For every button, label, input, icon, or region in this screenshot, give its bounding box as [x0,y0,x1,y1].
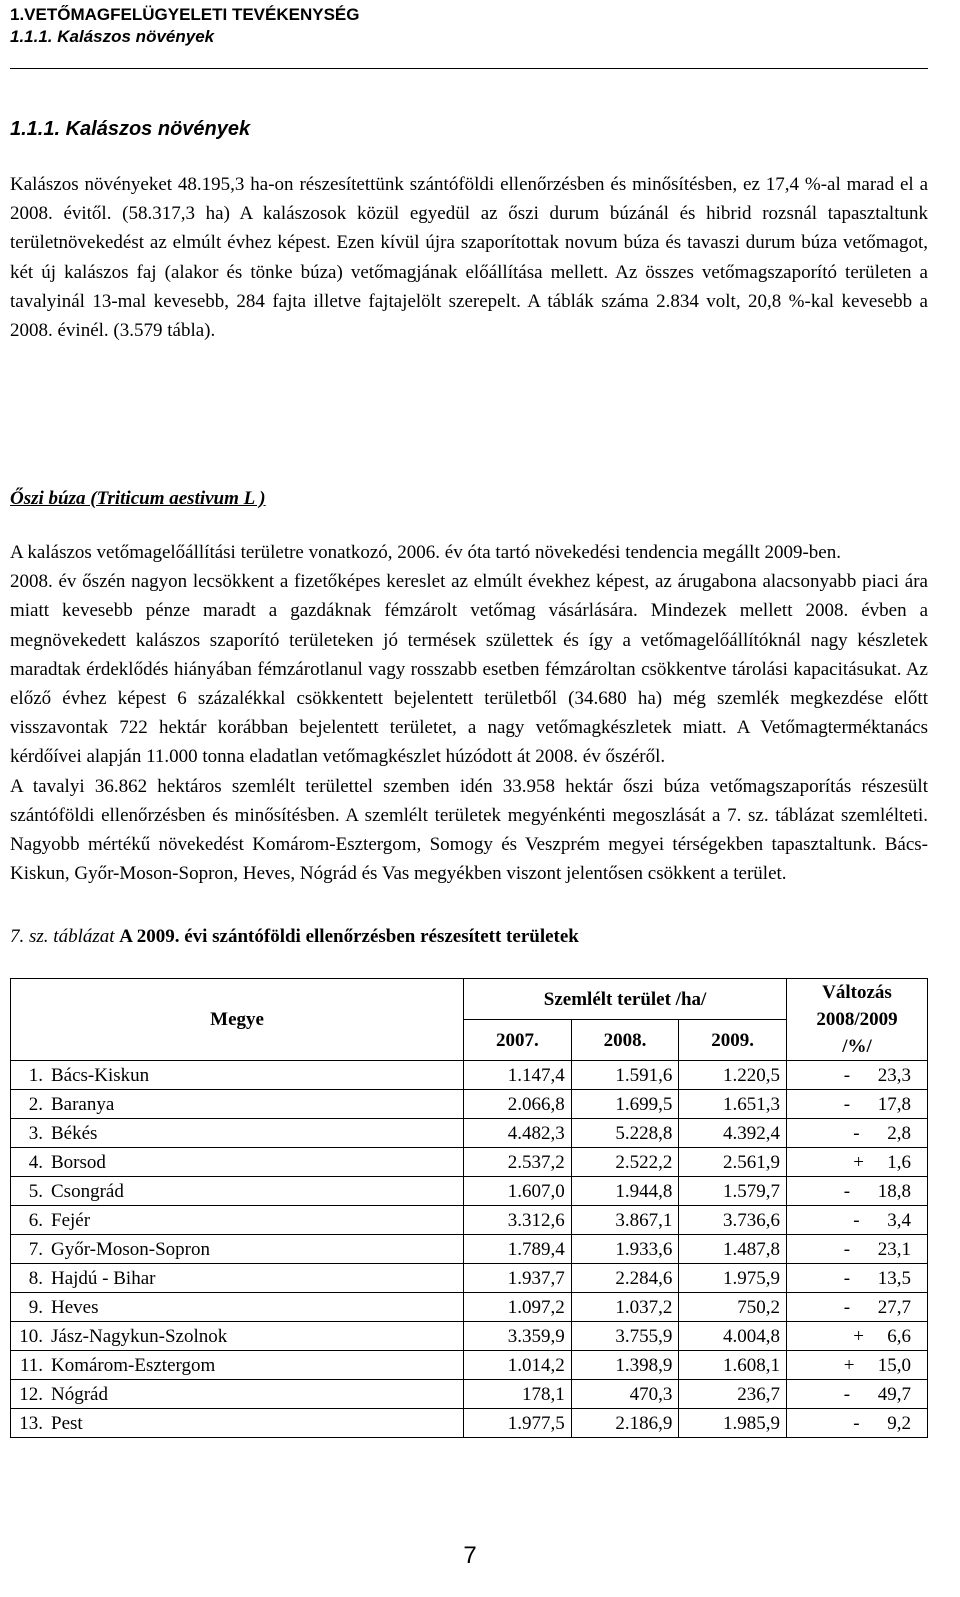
change-percent [787,1090,928,1119]
table-body [11,1061,928,1438]
table-row [11,1264,928,1293]
area-2008: 2.186,9 [571,1409,679,1438]
row-number: 6. [11,1206,46,1235]
county-name: Borsod [45,1148,464,1177]
area-2008: 1.398,9 [571,1351,679,1380]
change-percent [787,1351,928,1380]
area-2009: 236,7 [679,1380,787,1409]
area-2007: 1.097,2 [464,1293,572,1322]
running-header-chapter: 1.VETŐMAGFELÜGYELETI TEVÉKENYSÉG [10,5,360,24]
header-change-line: Változás [822,982,892,1003]
change-sign: - [843,1267,851,1289]
row-number: 2. [11,1090,46,1119]
row-number: 13. [11,1409,46,1438]
change-percent [787,1322,928,1351]
change-sign: + [853,1325,864,1347]
caption-title: A 2009. évi szántóföldi ellenőrzésben részesített területek [119,926,579,947]
change-sign: + [843,1354,855,1376]
area-2009: 1.651,3 [679,1090,787,1119]
row-number: 1. [11,1061,46,1090]
table-row [11,1293,928,1322]
county-name: Baranya [45,1090,464,1119]
change-value: 18,8 [877,1180,911,1202]
area-2007: 1.014,2 [464,1351,572,1380]
change-value: 9,2 [887,1412,911,1434]
change-percent [787,1206,928,1235]
header-divider [10,68,928,69]
area-2008: 1.591,6 [571,1061,679,1090]
change-value: 17,8 [877,1093,911,1115]
change-value: 23,3 [877,1064,911,1086]
paragraph: 2008. év őszén nagyon lecsökkent a fizetőképes kereslet az elmúlt évekhez képest, az árugabona alacsonyabb piaci ára miatt kevesebb pénze maradt a gazdáknak fémzárolt vetőmag vásárlására. Mindezek mellett 2008. évben a megnövekedett kalászos szaporító területeken jó termések születtek és így a vetőmagelőállítóknál nagy készletek maradtak érdeklődés hiányában fémzárotlanul vagy rosszabb esetben fémzároltan csökkentve tárolási kapacitásukat. Az előző évhez képest 6 százalékkal csökkentett bejelentett területből (34.680 ha) még szemlék megkezdése előtt visszavontak 722 hektár korábban bejelentett területet, a nagy vetőmagkészletek miatt. A Vetőmagterméktanács kérdőívei alapján 11.000 tonna eladatlan vetőmagkészlet húzódott át 2008. év őszéről. [10,571,928,768]
area-2008: 2.522,2 [571,1148,679,1177]
row-number: 3. [11,1119,46,1148]
area-2009: 1.220,5 [679,1061,787,1090]
county-name: Hajdú - Bihar [45,1264,464,1293]
change-value: 3,4 [887,1209,911,1231]
county-name: Fejér [45,1206,464,1235]
area-2007: 3.359,9 [464,1322,572,1351]
table-row [11,1090,928,1119]
row-number: 11. [11,1351,46,1380]
area-2007: 2.066,8 [464,1090,572,1119]
county-name: Csongrád [45,1177,464,1206]
area-2007: 1.147,4 [464,1061,572,1090]
area-2008: 1.037,2 [571,1293,679,1322]
change-sign: - [853,1209,860,1231]
county-name: Jász-Nagykun-Szolnok [45,1322,464,1351]
row-number: 9. [11,1293,46,1322]
change-value: 27,7 [877,1296,911,1318]
change-sign: - [843,1064,851,1086]
area-2009: 750,2 [679,1293,787,1322]
change-percent [787,1380,928,1409]
area-2007: 178,1 [464,1380,572,1409]
county-name: Győr-Moson-Sopron [45,1235,464,1264]
table-row [11,1119,928,1148]
header-change-line: /%/ [842,1036,872,1057]
area-2007: 2.537,2 [464,1148,572,1177]
area-2007: 4.482,3 [464,1119,572,1148]
county-name: Heves [45,1293,464,1322]
row-number: 8. [11,1264,46,1293]
table-row [11,1380,928,1409]
area-2009: 1.985,9 [679,1409,787,1438]
area-2007: 1.937,7 [464,1264,572,1293]
county-name: Komárom-Esztergom [45,1351,464,1380]
area-2007: 1.977,5 [464,1409,572,1438]
area-2008: 1.699,5 [571,1090,679,1119]
area-2009: 4.004,8 [679,1322,787,1351]
area-2008: 1.944,8 [571,1177,679,1206]
change-value: 6,6 [887,1325,911,1347]
page-number: 7 [463,1542,477,1569]
change-value: 2,8 [887,1122,911,1144]
caption-number: 7. sz. [10,926,49,947]
intro-paragraph: Kalászos növényeket 48.195,3 ha-on részesítettünk szántóföldi ellenőrzésben és minősítésben, ez 17,4 %-al marad el a 2008. évitől. (58.317,3 ha) A kalászosok közül egyedül az őszi durum búzánál és hibrid rozsnál tapasztaltunk területnövekedést az elmúlt évhez képest. Ezen kívül újra szaporítottak novum búza és tavaszi durum búza vetőmagot, két új kalászos faj (alakor és tönke búza) vetőmagjának előállítása mellett. Az összes vetőmagszaporító területen a tavalyinál 13-mal kevesebb, 284 fajta illetve fajtajelölt szerepelt. A táblák száma 2.834 volt, 20,8 %-kal kevesebb a 2008. évinél. (3.579 tábla). [10,174,928,342]
change-percent [787,1409,928,1438]
change-sign: - [843,1180,851,1202]
change-sign: - [843,1093,851,1115]
change-percent [787,1148,928,1177]
winter-wheat-text [10,538,928,888]
area-2007: 1.789,4 [464,1235,572,1264]
table-row [11,1351,928,1380]
table-row [11,1322,928,1351]
header-change-line: 2008/2009 [816,1009,898,1030]
county-name: Nógrád [45,1380,464,1409]
header-county: Megye [11,979,464,1061]
change-sign: - [853,1122,860,1144]
paragraph: A kalászos vetőmagelőállítási területre vonatkozó, 2006. év óta tartó növekedési tendencia megállt 2009-ben. [10,542,841,563]
running-header-section: 1.1.1. Kalászos növények [10,27,215,46]
area-2009: 1.579,7 [679,1177,787,1206]
change-value: 15,0 [877,1354,911,1376]
area-2009: 2.561,9 [679,1148,787,1177]
row-number: 5. [11,1177,46,1206]
county-name: Bács-Kiskun [45,1061,464,1090]
header-year-2007: 2007. [464,1020,572,1061]
change-value: 1,6 [887,1151,911,1173]
change-sign: - [853,1412,860,1434]
table-caption [10,924,579,950]
header-year-2008: 2008. [571,1020,679,1061]
paragraph: A tavalyi 36.862 hektáros szemlélt területtel szemben idén 33.958 hektár őszi búza vetőmagszaporítás részesült szántóföldi ellenőrzésben és minősítésben. A szemlélt területek megyénkénti megoszlását a 7. sz. táblázat szemlélteti. Nagyobb mértékű növekedést Komárom-Esztergom, Somogy és Veszprém megyei térségekben tapasztaltunk. Bács-Kiskun, Győr-Moson-Sopron, Heves, Nógrád és Vas megyékben viszont jelentősen csökkent a terület. [10,775,928,885]
area-2008: 3.755,9 [571,1322,679,1351]
area-2009: 1.487,8 [679,1235,787,1264]
change-sign: - [843,1238,851,1260]
subheading-winter-wheat: Őszi búza (Triticum aestivum L ) [10,488,266,509]
county-name: Békés [45,1119,464,1148]
section-title: 1.1.1. Kalászos növények [10,118,251,140]
table-row [11,1061,928,1090]
area-2008: 470,3 [571,1380,679,1409]
area-2008: 5.228,8 [571,1119,679,1148]
caption-label: táblázat [53,926,115,947]
change-sign: + [853,1151,864,1173]
change-percent [787,1061,928,1090]
change-percent [787,1177,928,1206]
area-2008: 1.933,6 [571,1235,679,1264]
change-value: 13,5 [877,1267,911,1289]
header-year-2009: 2009. [679,1020,787,1061]
area-2008: 3.867,1 [571,1206,679,1235]
change-percent [787,1235,928,1264]
change-sign: - [843,1296,851,1318]
header-inspected-area: Szemlélt terület /ha/ [464,979,787,1020]
county-name: Pest [45,1409,464,1438]
area-2007: 3.312,6 [464,1206,572,1235]
row-number: 4. [11,1148,46,1177]
row-number: 7. [11,1235,46,1264]
change-sign: - [843,1383,851,1405]
row-number: 12. [11,1380,46,1409]
change-percent [787,1293,928,1322]
table-row [11,1148,928,1177]
table-row [11,1206,928,1235]
change-value: 23,1 [877,1238,911,1260]
area-2008: 2.284,6 [571,1264,679,1293]
area-2009: 1.608,1 [679,1351,787,1380]
table-row [11,1235,928,1264]
table-row [11,1177,928,1206]
change-value: 49,7 [877,1383,911,1405]
row-number: 10. [11,1322,46,1351]
area-2009: 1.975,9 [679,1264,787,1293]
area-2007: 1.607,0 [464,1177,572,1206]
area-2009: 4.392,4 [679,1119,787,1148]
area-2009: 3.736,6 [679,1206,787,1235]
header-change [787,979,928,1061]
change-percent [787,1119,928,1148]
area-by-county-table [10,978,928,1438]
table-row [11,1409,928,1438]
change-percent [787,1264,928,1293]
